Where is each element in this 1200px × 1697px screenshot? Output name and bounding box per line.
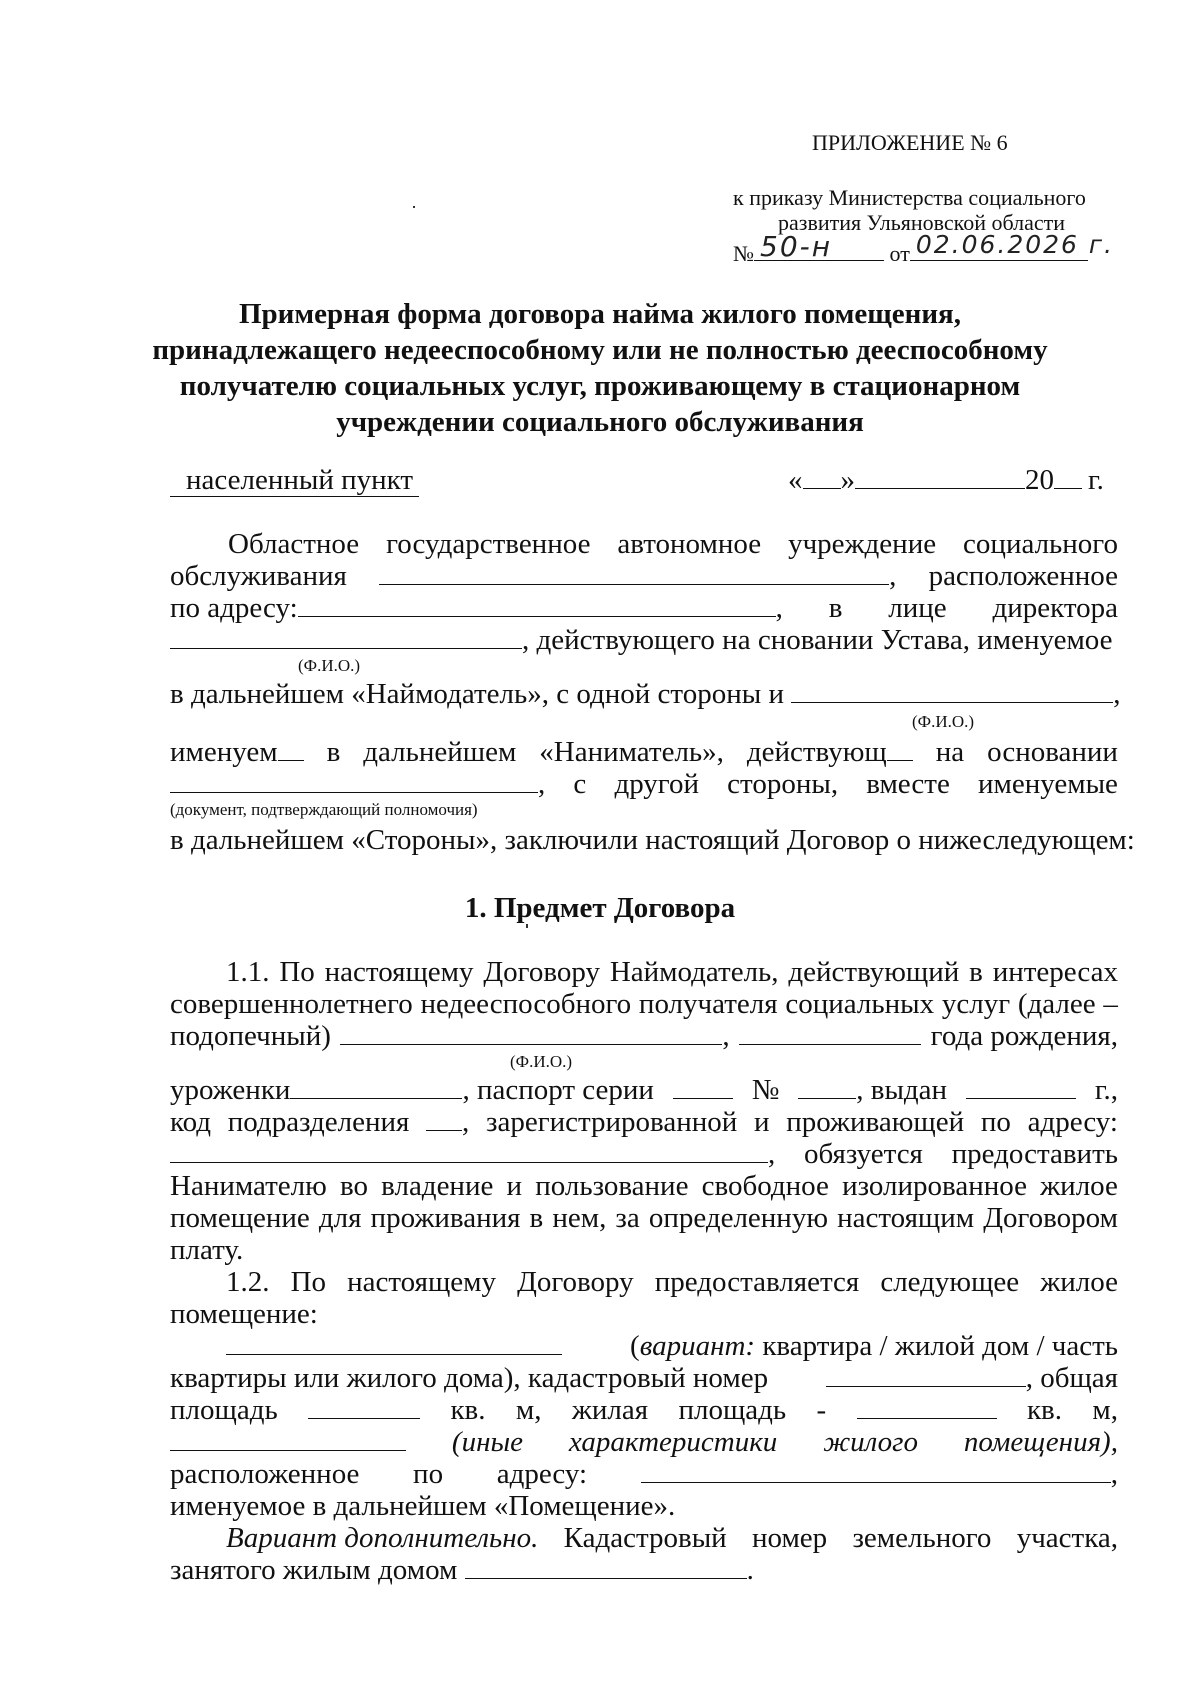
clause-1-1-line8 [170, 1200, 1118, 1236]
word: – [1103, 988, 1118, 1020]
word: изолированное [842, 1170, 1027, 1202]
word: Наймодатель, [609, 956, 779, 988]
word: получателя [638, 988, 778, 1020]
word: Договору [517, 1266, 634, 1298]
word: именуемые [977, 768, 1118, 800]
word: участка, [1016, 1522, 1118, 1554]
word: номер [751, 1522, 828, 1554]
word: государственное [386, 528, 591, 560]
word: директора [992, 592, 1118, 624]
clause-1-1-line1 [226, 954, 1118, 990]
word: обязуется [803, 1138, 923, 1170]
order-number-value: 50-н [760, 230, 833, 263]
word: (иные [451, 1426, 523, 1458]
word: (далее [1017, 988, 1096, 1020]
order-reference-line2: развития Ульяновской области [778, 210, 1066, 235]
word: в [326, 736, 341, 768]
word: совершеннолетнего [170, 988, 413, 1020]
word: на [935, 736, 965, 768]
word: пользование [535, 1170, 689, 1202]
word: 1.2. [226, 1266, 270, 1298]
tenant-name-blank [791, 676, 1113, 703]
word: услуг [941, 988, 1011, 1020]
fio-caption-2: (Ф.И.О.) [912, 712, 975, 731]
passport-number-field: , выдан [798, 1072, 947, 1108]
clause-1-2-line2: помещение: [170, 1298, 318, 1330]
word: код [170, 1106, 212, 1138]
preamble-line2 [170, 558, 1118, 594]
word: По [279, 956, 315, 988]
word: обслуживания [170, 560, 347, 592]
word: социального [963, 528, 1118, 560]
clause-1-2-line3 [226, 1328, 1118, 1364]
day-blank [803, 462, 841, 489]
word: по [980, 1106, 1011, 1138]
word: основании [987, 736, 1118, 768]
ward-name-field: , [340, 1018, 729, 1054]
clause-1-2-line4 [170, 1360, 1118, 1396]
word: Нанимателю [170, 1170, 327, 1202]
word: года рождения, [930, 1020, 1118, 1052]
word: помещения), [963, 1426, 1118, 1458]
section1-heading: 1. Предмет Договора [464, 892, 736, 924]
word: владение [381, 1170, 494, 1202]
issued-by-blank [966, 1072, 1076, 1099]
variant-line2: занятого жилым домом . [170, 1554, 754, 1586]
authority-document-field: , [170, 766, 545, 802]
total-area-blank [308, 1392, 420, 1419]
clause-1-2-line7 [170, 1456, 1118, 1492]
clause-1-1-line6 [170, 1136, 1118, 1172]
word: земельного [852, 1522, 992, 1554]
order-reference-line1: к приказу Министерства социального [733, 185, 1086, 210]
word: нем, [552, 1202, 607, 1234]
quote-close: » [840, 464, 855, 496]
word: Областное [228, 528, 360, 560]
word: в [529, 1202, 544, 1234]
document-title-line2: принадлежащего недееспособному или не полностью дееспособному [152, 334, 1048, 366]
appendix-title: ПРИЛОЖЕНИЕ № 6 [812, 130, 1008, 155]
date-field [788, 462, 1104, 498]
variant-line1 [226, 1520, 1118, 1556]
institution-name-field: , [379, 558, 896, 594]
fio-caption-1: (Ф.И.О.) [298, 656, 361, 675]
word: и [753, 1106, 770, 1138]
word: интересах [992, 956, 1118, 988]
word: адресу: [496, 1458, 588, 1490]
preamble-line4 [170, 622, 1113, 658]
clause-1-1-line9: плату. [170, 1234, 244, 1266]
other-characteristics-blank [170, 1424, 406, 1451]
word: настоящим [837, 1202, 975, 1234]
word: кв. [1026, 1394, 1062, 1426]
ward-address-field: , [170, 1136, 775, 1172]
word: предоставить [951, 1138, 1118, 1170]
word: подопечный) [170, 1020, 331, 1052]
word: стороны, [727, 768, 839, 800]
word: действующий [788, 956, 960, 988]
word: подразделения [227, 1106, 410, 1138]
word: 1.1. [226, 956, 270, 988]
clause-1-2-line6 [170, 1424, 1118, 1460]
word: зарегистрированной [486, 1106, 738, 1138]
birth-year-blank [739, 1018, 921, 1045]
word: определенную [648, 1202, 828, 1234]
premises-variant-text: (вариант: квартира / жилой дом / часть [630, 1330, 1118, 1362]
preamble-line8: в дальнейшем «Стороны», заключили настоящий Договор о нижеследующем: [170, 824, 1135, 856]
word: действующ [747, 734, 913, 770]
word: площадь [170, 1394, 278, 1426]
word: кв. [450, 1394, 486, 1426]
word: характеристики [568, 1426, 778, 1458]
word: с [573, 768, 587, 800]
word: жилая [571, 1394, 649, 1426]
order-number-field [754, 230, 884, 263]
word: недееспособного [420, 988, 632, 1020]
document-title-line1: Примерная форма договора найма жилого помещения, [238, 298, 961, 330]
word: в [969, 956, 983, 988]
word: автономное [617, 528, 762, 560]
word: «Наниматель», [539, 736, 724, 768]
preamble-line3 [170, 590, 1118, 626]
premises-type-blank [226, 1328, 562, 1355]
word: другой [614, 768, 700, 800]
stray-dot [413, 206, 415, 208]
preamble-line1 [228, 526, 1118, 562]
word: площадь [678, 1394, 787, 1426]
preamble-line7 [170, 766, 1118, 802]
variant-text: занятого жилым домом [170, 1554, 458, 1586]
word: адресу: [1027, 1106, 1118, 1138]
stray-mark [526, 924, 528, 928]
word: во [339, 1170, 368, 1202]
word: жилого [823, 1426, 918, 1458]
word: настоящему [347, 1266, 497, 1298]
living-area-blank [857, 1392, 997, 1419]
word: № [751, 1074, 780, 1106]
cadastral-number-field: , общая [826, 1360, 1118, 1396]
month-blank [855, 462, 1025, 489]
word: по [413, 1458, 444, 1490]
word: предоставляется [654, 1266, 860, 1298]
word: помещение [170, 1202, 310, 1234]
preamble-text: , действующего на сновании Устава, именуемое [522, 624, 1113, 656]
year-blank [1054, 462, 1082, 489]
year-prefix: 20 [1025, 464, 1054, 496]
clause-1-2-line1 [226, 1264, 1118, 1300]
clause-1-1-line5 [170, 1104, 1118, 1140]
preamble-text: в дальнейшем «Наймодатель», с одной стороны и [170, 678, 784, 710]
word: лице [888, 592, 947, 624]
word: г., [1094, 1074, 1118, 1106]
word: дальнейшем [363, 736, 517, 768]
word: и [506, 1170, 523, 1202]
word: Договору [483, 956, 600, 988]
address-field: по адресу: , [170, 592, 783, 624]
director-name-blank [170, 622, 522, 649]
clause-1-1-line7 [170, 1168, 1118, 1204]
clause-1-2-line5 [170, 1392, 1118, 1428]
word: расположенное [170, 1458, 360, 1490]
passport-series-blank [673, 1072, 733, 1099]
clause-1-2-line8: именуемое в дальнейшем «Помещение». [170, 1490, 676, 1522]
clause-1-1-line3 [170, 1018, 1118, 1054]
word: за [615, 1202, 640, 1234]
word: следующее [880, 1266, 1020, 1298]
word: социальных [785, 988, 935, 1020]
order-date-field [910, 230, 1114, 261]
preamble-line6 [170, 734, 1118, 770]
document-title-line4: учреждении социального обслуживания [336, 406, 864, 438]
word: именуем [170, 734, 304, 770]
word: По [290, 1266, 327, 1298]
word: расположенное [928, 560, 1118, 592]
word: жилое [1040, 1170, 1118, 1202]
word: учреждение [788, 528, 937, 560]
word: - [816, 1394, 827, 1426]
word: вместе [866, 768, 950, 800]
land-cadastral-blank [465, 1552, 747, 1579]
place-field [170, 462, 419, 498]
word: Кадастровый [563, 1522, 727, 1554]
word: в [828, 592, 843, 624]
preamble-line5: в дальнейшем «Наймодатель», с одной стороны и , [170, 678, 1121, 710]
order-number-row [733, 230, 1114, 267]
word: свободное [701, 1170, 829, 1202]
variant-label: Вариант дополнительно. [226, 1522, 539, 1554]
order-number-label: № [733, 241, 754, 266]
premises-address-field: , [641, 1456, 1118, 1492]
document-title-line3: получателю социальных услуг, проживающему в стационарном [179, 370, 1021, 402]
year-suffix: г. [1088, 464, 1104, 496]
word: для [318, 1202, 362, 1234]
word: квартиры или жилого дома), кадастровый номер [170, 1362, 769, 1394]
word: Договором [983, 1202, 1118, 1234]
order-date-value: 02.06.2026 г. [915, 230, 1114, 259]
word: м, [1092, 1394, 1118, 1426]
word: м, [515, 1394, 542, 1426]
word: настоящему [324, 956, 474, 988]
clause-1-1-line4 [170, 1072, 1118, 1108]
word: проживания [370, 1202, 521, 1234]
place-label: населенный пункт [170, 464, 419, 497]
word: проживающей [786, 1106, 965, 1138]
order-date-label: от [889, 241, 910, 266]
authority-document-caption: (документ, подтверждающий полномочия) [170, 800, 478, 819]
clause-1-1-line2 [170, 986, 1118, 1022]
fio-caption-3: (Ф.И.О.) [510, 1052, 573, 1071]
word: жилое [1040, 1266, 1118, 1298]
birthplace-field: уроженки , паспорт серии [170, 1074, 654, 1106]
quote-open: « [788, 464, 803, 496]
division-code-field: , [426, 1104, 469, 1140]
